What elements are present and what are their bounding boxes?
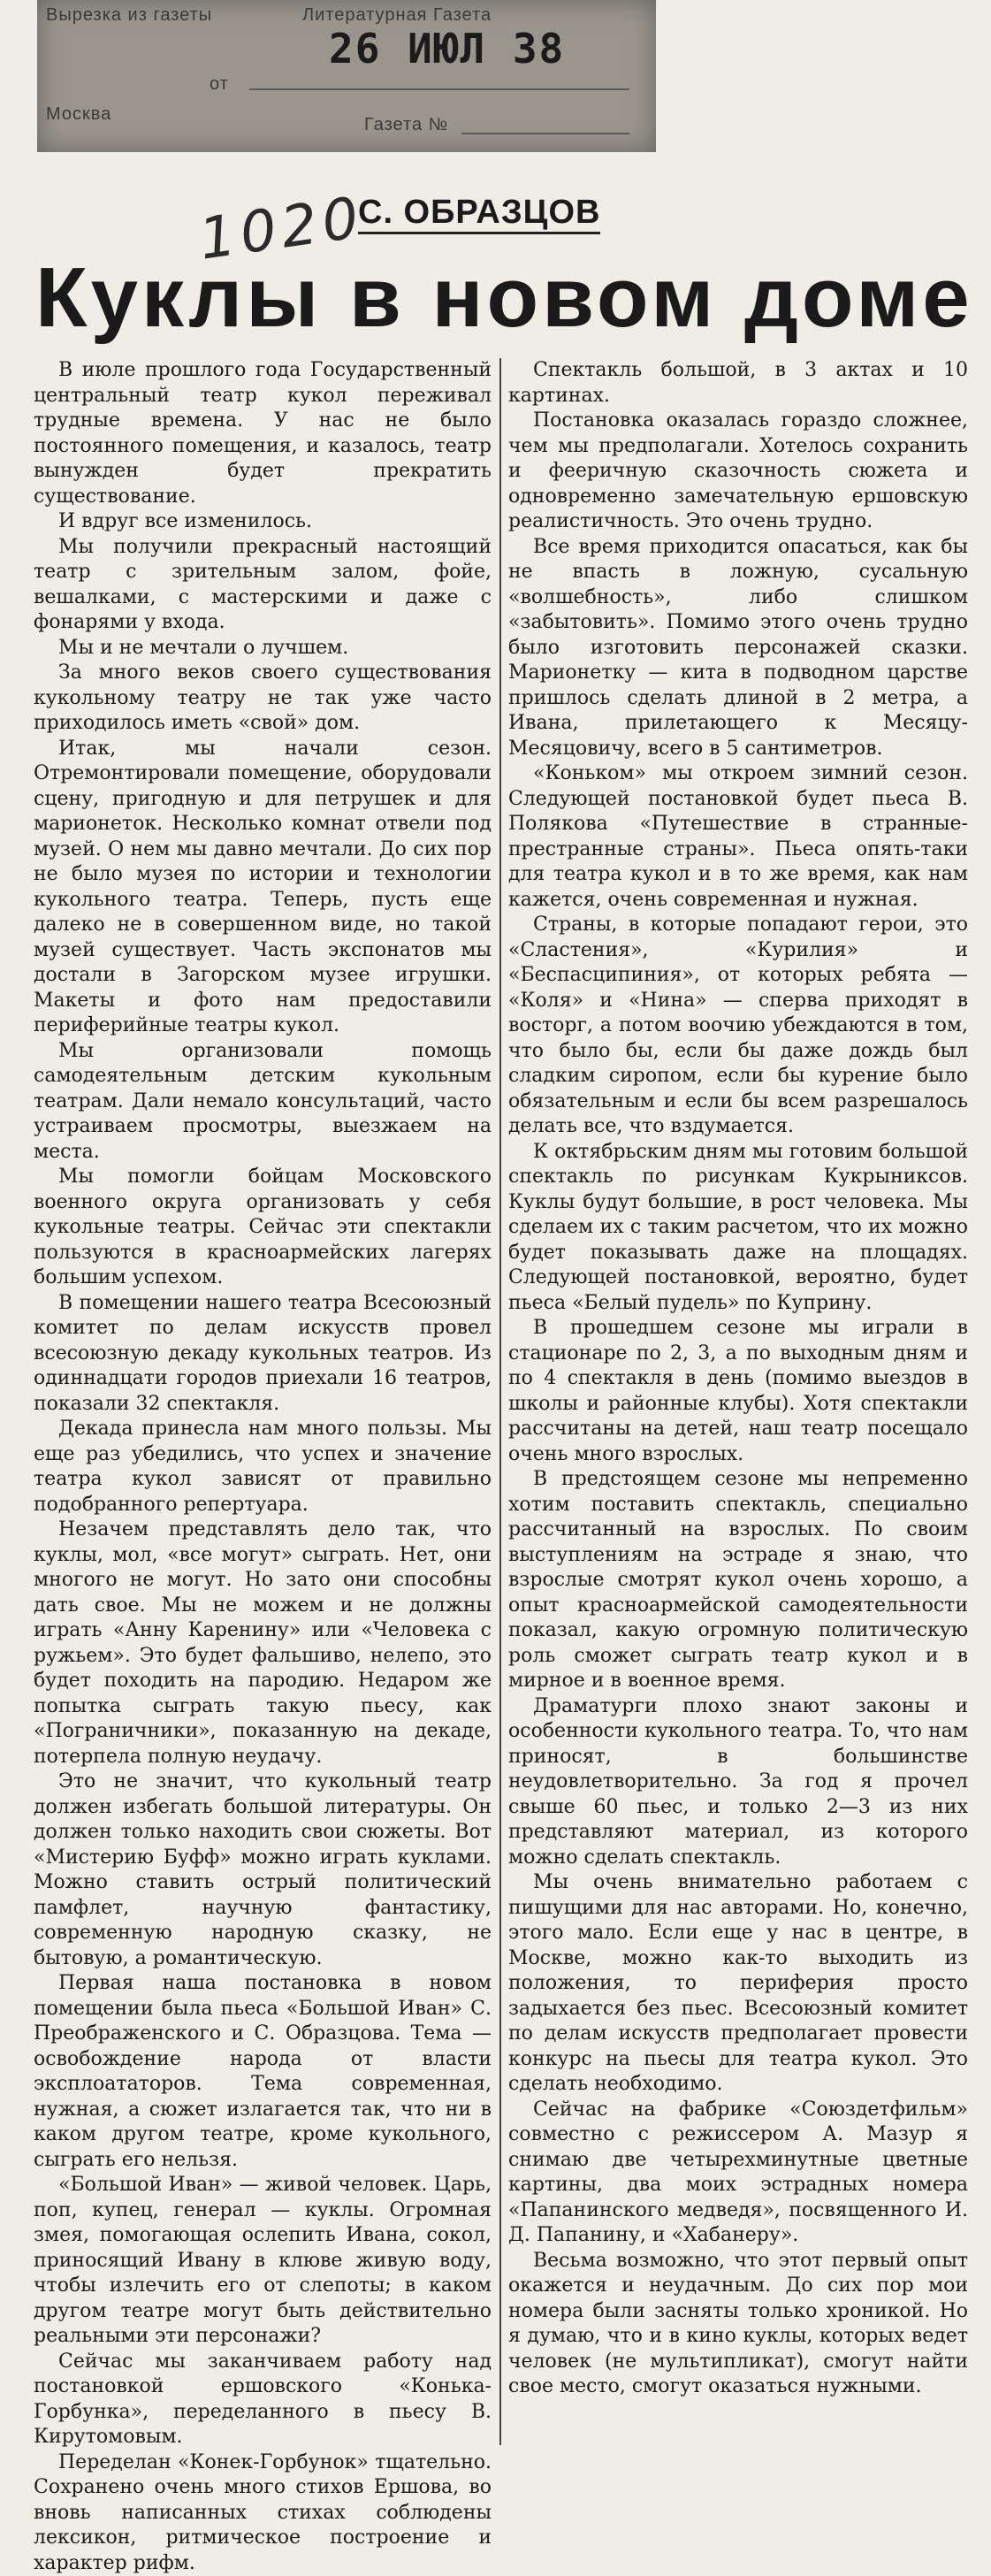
article-right-column bbox=[508, 358, 968, 2463]
article-paragraph: Все время приходится опасаться, как бы не впасть в ложную, сусальную «волшебность», либо слишком «забытовить». Помимо этого очень трудно было изготовить персонажей сказки. Марионетку — кита в подводном царстве пришлось сделать длиной в 2 метра, а Ивана, прилетающего к Месяцу-Месяцовичу, всего в 5 сантиметров. bbox=[508, 535, 968, 762]
article-paragraph: И вдруг все изменилось. bbox=[34, 509, 492, 535]
article-paragraph: Мы организовали помощь самодеятельным детским кукольным театрам. Дали немало консультаций, часто устраиваем просмотры, выезжаем на места. bbox=[34, 1039, 492, 1166]
article-author: С. ОБРАЗЦОВ bbox=[358, 193, 600, 234]
clipping-newspaper-name: Литературная Газета bbox=[302, 5, 492, 26]
article-paragraph: Драматурги плохо знают законы и особенности кукольного театра. То, что нам приносят, в большинстве неудовлетворительно. За год я прочел свыше 60 пьес, и только 2—3 из них представляют материал, из которого можно сделать спектакль. bbox=[508, 1694, 968, 1871]
article-paragraph: В прошедшем сезоне мы играли в стационаре по 2, 3, а по выходным дням и по 4 спектакля в день (помимо выездов в школы и районные клубы). Хотя спектакли рассчитаны на детей, наш театр посещало очень много взрослых. bbox=[508, 1316, 968, 1467]
article-paragraph: Сейчас на фабрике «Союздетфильм» совместно с режиссером А. Мазур я снимаю две четырехминутные цветные картины, два моих эстрадных номера «Папанинского медведя», посвященного И. Д. Папанину, и «Хабанеру». bbox=[508, 2098, 968, 2249]
article-paragraph: Сейчас мы заканчиваем работу над постановкой ершовского «Конька-Горбунка», переделанного в пьесу В. Кирутомовым. bbox=[34, 2350, 492, 2450]
article-left-column bbox=[34, 358, 492, 2463]
clipping-source-label: Вырезка из газеты bbox=[46, 5, 212, 26]
article-paragraph: Постановка оказалась гораздо сложнее, чем мы предполагали. Хотелось сохранить и фееричную сказочность сюжета и одновременно замечательную ершовскую реалистичность. Это очень трудно. bbox=[508, 409, 968, 535]
article-paragraph: Страны, в которые попадают герои, это «Сластения», «Курилия» и «Беспасципиния», от которых ребята — «Коля» и «Нина» — сперва приходят в восторг, а потом воочию убеждаются в том, что было бы, если бы даже дождь был сладким сиропом, если бы курение было обязательным и если бы всем разрешалось делать все, что вздумается. bbox=[508, 913, 968, 1140]
article-paragraph: «Большой Иван» — живой человек. Царь, поп, купец, генерал — куклы. Огромная змея, помогающая ослепить Ивана, сокол, приносящий Ивану в клюве живую воду, чтобы излечить его от слепоты; в каком другом театре могут быть действительно реальными эти персонажи? bbox=[34, 2173, 492, 2350]
article-paragraph: Мы помогли бойцам Московского военного округа организовать у себя кукольные театры. Сейчас эти спектакли пользуются в красноармейских лагерях большим успехом. bbox=[34, 1165, 492, 1291]
article-paragraph: Это не значит, что кукольный театр должен избегать большой литературы. Он должен только находить свои сюжеты. Вот «Мистерию Буфф» можно играть куклами. Можно ставить острый политический памфлет, научную фантастику, современную народную сказку, не бытовую, а романтическую. bbox=[34, 1770, 492, 1971]
clipping-date: 26 ИЮЛ 38 bbox=[329, 25, 565, 73]
article-paragraph: В июле прошлого года Государственный центральный театр кукол переживал трудные времена. У нас не было постоянного помещения, и казалось, театр вынужден будет прекратить существование. bbox=[34, 358, 492, 509]
column-divider bbox=[499, 358, 501, 2445]
article-paragraph: Мы получили прекрасный настоящий театр с зрительным залом, фойе, вешалками, с мастерскими и даже с фонарями у входа. bbox=[34, 535, 492, 636]
article-paragraph: За много веков своего существования кукольному театру не так уже часто приходилось иметь «свой» дом. bbox=[34, 661, 492, 737]
article-title: Куклы в новом доме bbox=[35, 249, 964, 347]
article-paragraph: В помещении нашего театра Всесоюзный комитет по делам искусств провел всесоюзную декаду кукольных театров. Из одиннадцати городов приехали 16 театров, показали 32 спектакля. bbox=[34, 1291, 492, 1418]
article-paragraph: Спектакль большой, в 3 актах и 10 картинах. bbox=[508, 358, 968, 409]
handwritten-number: 1020 bbox=[195, 185, 368, 272]
clipping-from-label: от bbox=[210, 74, 229, 95]
clipping-city: Москва bbox=[46, 104, 111, 125]
article-paragraph: «Коньком» мы откроем зимний сезон. Следующей постановкой будет пьеса В. Полякова «Путешествие в странные-престранные страны». Пьеса опять-таки для театра кукол и в то же время, как нам кажется, очень современная и нужная. bbox=[508, 761, 968, 913]
article-paragraph: Незачем представлять дело так, что куклы, мол, «все могут» сыграть. Нет, они многого не могут. Но зато они способны дать свое. Мы не можем и не должны играть «Анну Каренину» или «Человека с ружьем». Это будет фальшиво, нелепо, это будет походить на пародию. Недаром же попытка сыграть такую пьесу, как «Пограничники», показанную на декаде, потерпела полную неудачу. bbox=[34, 1517, 492, 1770]
article-paragraph: Мы очень внимательно работаем с пишущими для нас авторами. Но, конечно, этого мало. Если еще у нас в центре, в Москве, можно как-то выходить из положения, то периферия просто задыхается без пьес. Всесоюзный комитет по делам искусств предполагает провести конкурс на пьесы для театра кукол. Это сделать необходимо. bbox=[508, 1870, 968, 2098]
article-paragraph: Декада принесла нам много пользы. Мы еще раз убедились, что успех и значение театра кукол зависят от правильно подобранного репертуара. bbox=[34, 1417, 492, 1517]
article-paragraph: Весьма возможно, что этот первый опыт окажется и неудачным. До сих пор мои номера были засняты только хроникой. Но я думаю, что и в кино куклы, которых ведет человек (не мультипликат), смогут найти свое место, смогут оказаться нужными. bbox=[508, 2249, 968, 2400]
article-paragraph: В предстоящем сезоне мы непременно хотим поставить спектакль, специально рассчитанный на взрослых. По своим выступлениям на эстраде я знаю, что взрослые смотрят кукол очень хорошо, а опыт красноармейской самодеятельности показал, какую огромную политическую роль сможет сыграть театр кукол и в мирное и в военное время. bbox=[508, 1467, 968, 1694]
article-paragraph: К октябрьским дням мы готовим большой спектакль по рисункам Кукрыниксов. Куклы будут большие, в рост человека. Мы сделаем их с таким расчетом, что их можно будет показывать даже на площадях. Следующей постановкой, вероятно, будет пьеса «Белый пудель» по Куприну. bbox=[508, 1140, 968, 1317]
article-paragraph: Переделан «Конек-Горбунок» тщательно. Сохранено очень много стихов Ершова, во вновь написанных стихах соблюдены лексикон, ритмическое построение и характер рифм. bbox=[34, 2450, 492, 2576]
clipping-stamp bbox=[37, 0, 656, 152]
clipping-issue-label: Газета № bbox=[364, 115, 448, 135]
article-paragraph: Итак, мы начали сезон. Отремонтировали помещение, оборудовали сцену, пригодную и для петрушек и для марионеток. Несколько комнат отвели под музей. О нем мы давно мечтали. До сих пор не было музея по истории и технологии кукольного театра. Теперь, пусть еще далеко не в совершенном виде, но такой музей существует. Часть экспонатов мы достали в Загорском музее игрушки. Макеты и фото нам предоставили периферийные театры кукол. bbox=[34, 737, 492, 1039]
article-paragraph: Мы и не мечтали о лучшем. bbox=[34, 636, 492, 661]
article-paragraph: Первая наша постановка в новом помещении была пьеса «Большой Иван» С. Преображенского и С. Образцова. Тема — освобождение народа от власти эксплоататоров. Тема современная, нужная, а сюжет излагается так, что ни в каком другом театре, кроме кукольного, сыграть его нельзя. bbox=[34, 1971, 492, 2173]
